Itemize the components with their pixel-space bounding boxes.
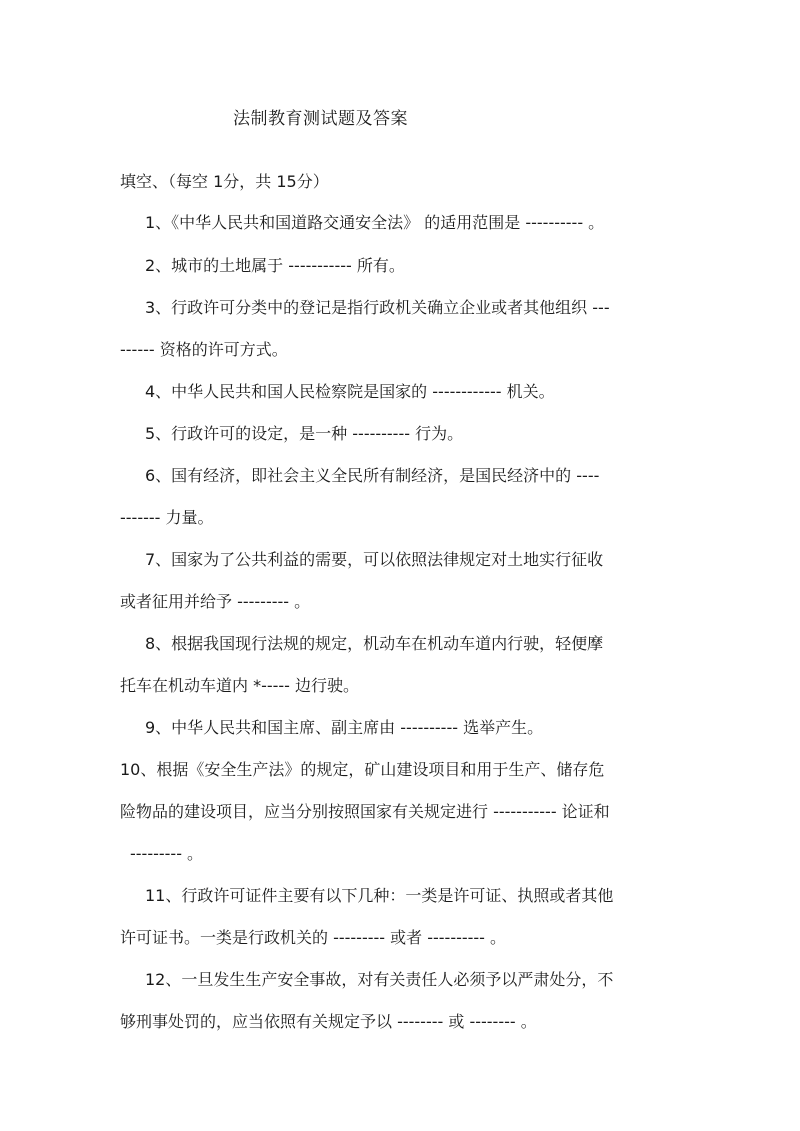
question-line: 1、《中华人民共和国道路交通安全法》 的适用范围是 ---------- 。 [145, 213, 605, 232]
question-line: 2、城市的土地属于 ----------- 所有。 [145, 256, 405, 275]
question-line: 许可证书。一类是行政机关的 --------- 或者 ---------- 。 [120, 928, 507, 947]
question-line: 8、根据我国现行法规的规定，机动车在机动车道内行驶，轻便摩 [145, 634, 604, 653]
question-line: 险物品的建设项目，应当分别按照国家有关规定进行 ----------- 论证和 [120, 802, 610, 821]
question-line: 或者征用并给予 --------- 。 [120, 592, 311, 611]
question-line: ------ 资格的许可方式。 [120, 340, 288, 359]
section-heading: 填空、（每空 1分，共 15分） [120, 172, 329, 191]
question-line: 3、行政许可分类中的登记是指行政机关确立企业或者其他组织 --- [145, 298, 610, 317]
question-line: 够刑事处罚的，应当依照有关规定予以 -------- 或 -------- 。 [120, 1012, 537, 1031]
question-line: 5、行政许可的设定，是一种 ---------- 行为。 [145, 424, 464, 443]
question-line: 12、一旦发生生产安全事故，对有关责任人必须予以严肃处分，不 [145, 970, 614, 989]
question-line: ------- 力量。 [120, 508, 214, 527]
question-line: 7、国家为了公共利益的需要，可以依照法律规定对土地实行征收 [145, 550, 604, 569]
question-line: --------- 。 [130, 844, 204, 863]
document-title: 法制教育测试题及答案 [233, 109, 408, 129]
question-line: 10、根据《安全生产法》的规定，矿山建设项目和用于生产、储存危 [120, 760, 605, 779]
question-line: 11、行政许可证件主要有以下几种：一类是许可证、执照或者其他 [145, 886, 614, 905]
question-line: 9、中华人民共和国主席、副主席由 ---------- 选举产生。 [145, 718, 544, 737]
question-line: 4、中华人民共和国人民检察院是国家的 ------------ 机关。 [145, 382, 555, 401]
question-line: 6、国有经济，即社会主义全民所有制经济，是国民经济中的 ---- [145, 466, 600, 485]
question-line: 托车在机动车道内 *----- 边行驶。 [120, 676, 360, 695]
